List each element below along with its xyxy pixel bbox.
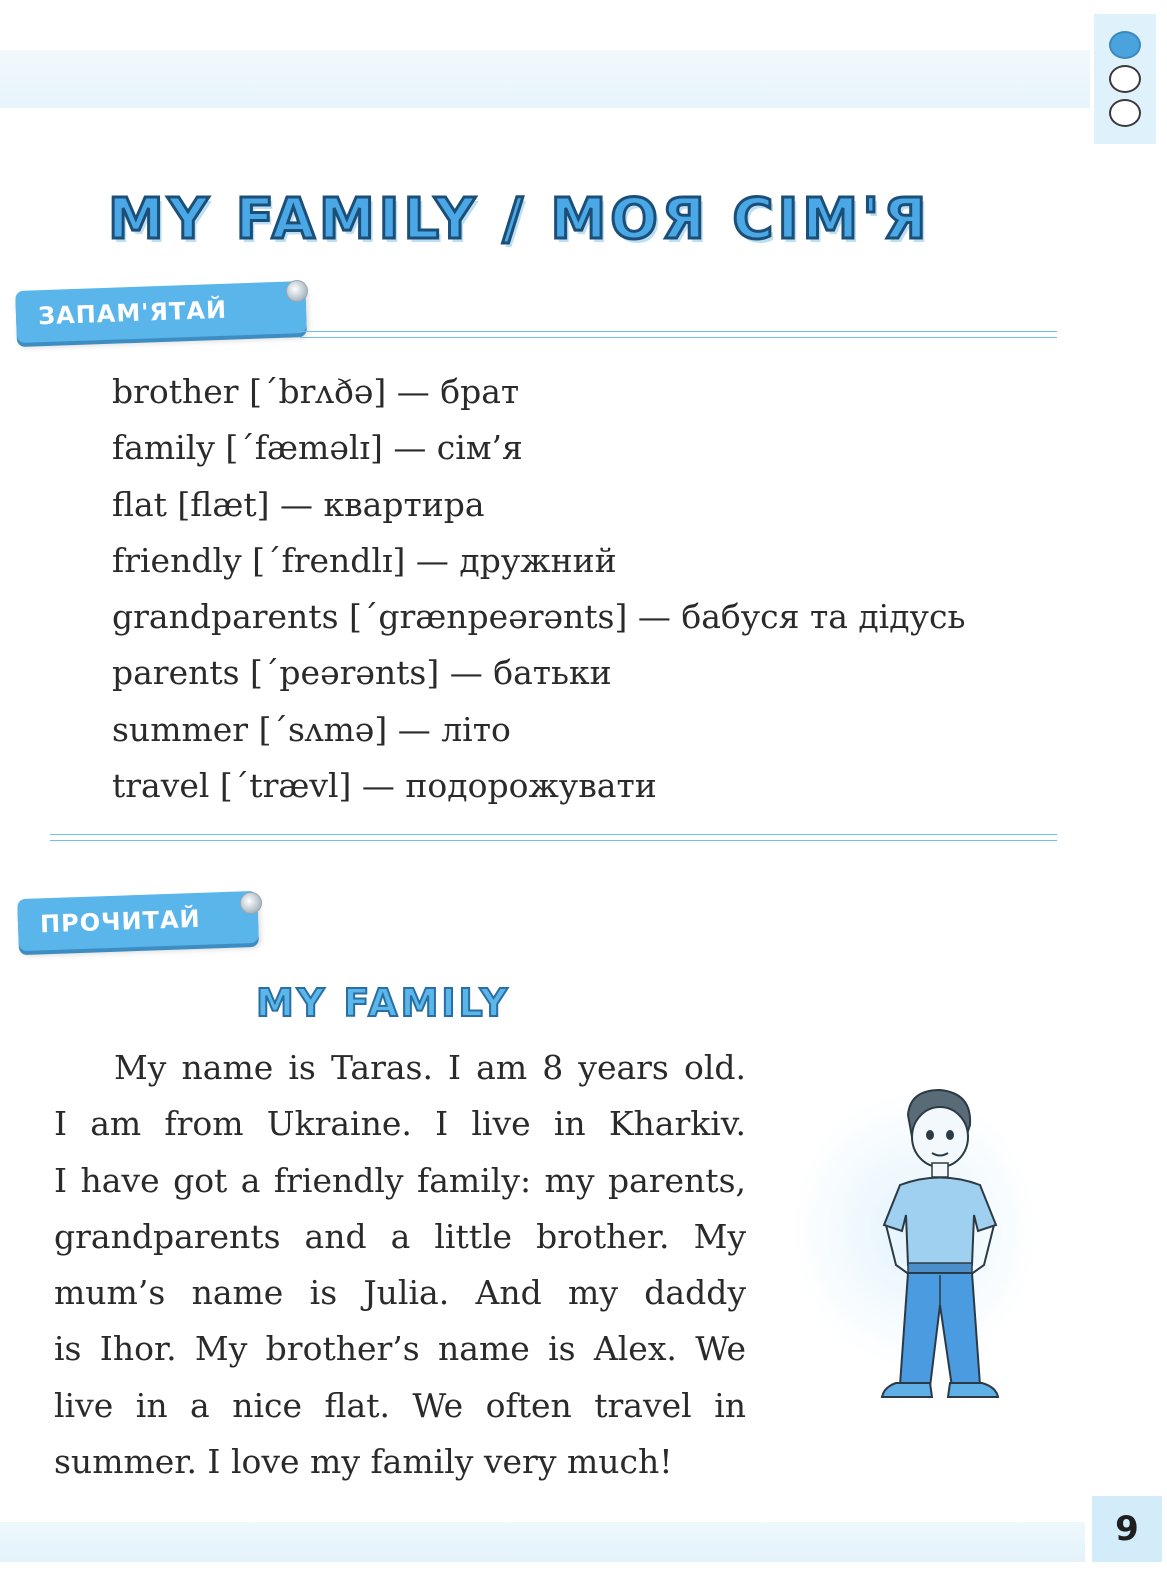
level-dot-3: [1109, 99, 1141, 127]
vocab-item: family [ˊfæməlɪ] — сім’я: [112, 428, 523, 468]
section-divider: [50, 834, 1057, 841]
boy-illustration: [800, 1075, 1040, 1425]
level-dot-2: [1109, 65, 1141, 93]
page-number: 9: [1092, 1496, 1162, 1562]
level-indicator: [1094, 14, 1156, 144]
vocabulary-list: [112, 364, 1012, 814]
story-line: I am from Ukraine. I live in Kharkiv.: [54, 1104, 746, 1144]
remember-tag-label: ЗАПАМ'ЯТАЙ: [37, 295, 228, 331]
story-line: grandparents and a little brother. My: [54, 1216, 746, 1256]
remember-tag: [15, 281, 307, 343]
pin-icon: [240, 892, 262, 914]
story-line: is Ihor. My brother’s name is Alex. We: [54, 1329, 746, 1369]
section-divider: [300, 331, 1057, 338]
story-line: summer. I love my family very much!: [54, 1442, 673, 1482]
story-title: MY FAMILY: [256, 981, 511, 1025]
vocab-item: travel [ˊtrævl] — подорожувати: [112, 766, 657, 806]
page-title: MY FAMILY / МОЯ СІМ'Я: [108, 187, 931, 252]
bottom-decor-band: [0, 1522, 1085, 1562]
level-dot-1: [1109, 31, 1141, 59]
story-line: I have got a friendly family: my parents,: [54, 1160, 746, 1200]
top-decor-band: [0, 50, 1090, 108]
vocab-item: brother [ˊbrʌðə] — брат: [112, 372, 520, 411]
vocab-item: summer [ˊsʌmə] — літо: [112, 709, 511, 749]
story-line: live in a nice flat. We often travel in: [54, 1385, 746, 1425]
story-line: mum’s name is Julia. And my daddy: [54, 1273, 746, 1313]
read-tag: [17, 891, 259, 951]
story-text: [54, 1040, 746, 1490]
vocab-item: flat [flæt] — квартира: [112, 484, 485, 524]
story-line: My name is Taras. I am 8 years old.: [114, 1048, 746, 1087]
vocab-item: parents [ˊpeərənts] — батьки: [112, 653, 612, 693]
read-tag-label: ПРОЧИТАЙ: [39, 904, 202, 939]
vocab-item: grandparents [ˊgrænpeərənts] — бабуся та дідусь: [112, 597, 966, 637]
vocab-item: friendly [ˊfrendlɪ] — дружний: [112, 540, 617, 580]
pin-icon: [286, 280, 308, 302]
